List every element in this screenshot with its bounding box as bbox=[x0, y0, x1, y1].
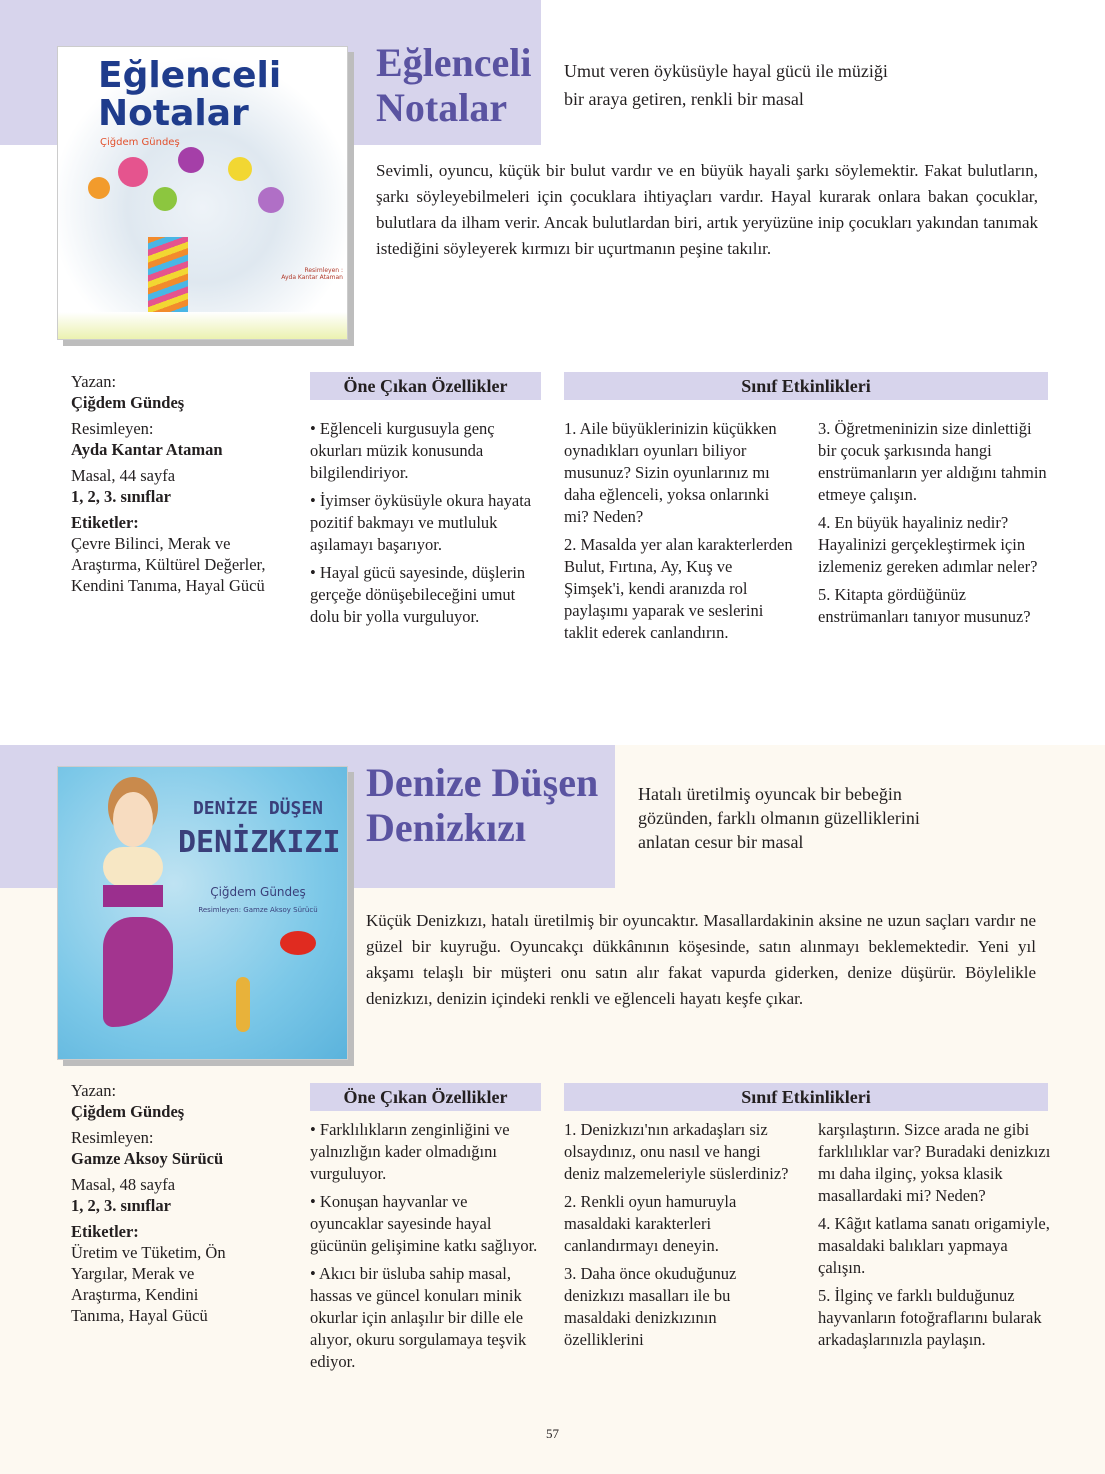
book-description: Küçük Denizkızı, hatalı üretilmiş bir oyuncaktır. Masallardakinin aksine ne uzun saçları vardır ne güzel bir kuyruğu. Oyuncakçı dükkânının köşesinde, satın alınmayı beklemektedir. Yeni yıl akşamı telaşlı bir müşteri onu satın alır fakat vapurda giderken, denize düşürür. Böylelikle denizkızı, denizin içindeki renkli ve eğlenceli hayatı keşfe çıkar. bbox=[366, 911, 1036, 1008]
activities-column-2: karşılaştırın. Sizce arada ne gibi farklılıklar var? Buradaki denizkızı mı daha ilginç, yoksa klasik masallardaki mi? Neden? 4. Kâğıt katlama sanatı origamiyle, masaldaki balıkları yapmaya çalışın. 5. İlginç ve farklı bulduğunuz hayvanların fotoğraflarını bularak arkadaşlarınızla paylaşın. bbox=[818, 1120, 1051, 1349]
features-header: Öne Çıkan Özellikler bbox=[310, 372, 541, 400]
book-description: Sevimli, oyuncu, küçük bir bulut vardır ve en büyük hayali şarkı söylemektir. Fakat bulutların, şarkı söyleyebilmeleri için çocuklara ihtiyaçları vardır. Hayal kurarak onlara bakan çocuklar, bulutlara da ilham verir. Ancak bulutlardan biri, artık yeryüzüne inip çocukları yakından tanımak istediğini söyleyerek kırmızı bir uçurtmanın peşine takılır. bbox=[376, 161, 1038, 258]
activities-column-2: 3. Öğretmeninizin size dinlettiği bir çocuk şarkısında hangi enstrümanların yer aldığını tahmin etmeye çalışın. 4. En büyük hayaliniz nedir? Hayalinizi gerçekleştirmek için izlemeniz gereken adımlar neler? 5. Kitapta gördüğünüz enstrümanları tanıyor musunuz? bbox=[818, 419, 1047, 626]
book-cover-image: Eğlenceli Notalar Çiğdem Gündeş Resimleyen : Ayda Kantar Ataman bbox=[57, 46, 348, 340]
book-info: Yazan: Çiğdem Gündeş Resimleyen: Gamze Aksoy Sürücü Masal, 48 sayfa 1, 2, 3. sınıflar Etiketler: Üretim ve Tüketim, Ön Yargılar, Merak ve Araştırma, Kendini Tanıma, Hayal Gücü bbox=[71, 1081, 226, 1325]
cover-title: DENİZE DÜŞEN DENİZKIZI bbox=[178, 798, 341, 860]
book-info: Yazan: Çiğdem Gündeş Resimleyen: Ayda Kantar Ataman Masal, 44 sayfa 1, 2, 3. sınıflar Etiketler: Çevre Bilinci, Merak ve Araştırma, Kültürel Değerler, Kendini Tanıma, Hayal Gücü bbox=[71, 372, 266, 595]
cover-author: Çiğdem Gündeş bbox=[210, 885, 306, 899]
book-title: Denize Düşen Denizkızı bbox=[366, 760, 599, 850]
book-subtitle: Umut veren öyküsüyle hayal gücü ile müziği bir araya getiren, renkli bir masal bbox=[564, 61, 888, 109]
cover-author: Çiğdem Gündeş bbox=[100, 137, 180, 148]
cover-title: Eğlenceli Notalar bbox=[98, 55, 282, 134]
features-list: • Farklılıkların zenginliğini ve yalnızlığın kader olmadığını vurguluyor. • Konuşan hayvanlar ve oyuncaklar sayesinde hayal gücünün gelişimine katkı sağlıyor. • Akıcı bir üsluba sahip masal, hassas ve güncel konuları minik okurlar için anlaşılır bir dille ele alıyor, okuru sorgulamaya teşvik ediyor. bbox=[310, 1120, 538, 1371]
book-subtitle: Hatalı üretilmiş oyuncak bir bebeğin gözünden, farklı olmanın güzelliklerini anlatan cesur bir masal bbox=[638, 784, 920, 852]
book-cover-image: DENİZE DÜŞEN DENİZKIZI Çiğdem Gündeş Resimleyen: Gamze Aksoy Sürücü bbox=[57, 766, 348, 1060]
features-list: • Eğlenceli kurgusuyla genç okurları müzik konusunda bilgilendiriyor. • İyimser öyküsüyle okura hayata pozitif bakmayı ve mutluluk aşılamayı başarıyor. • Hayal gücü sayesinde, düşlerin gerçeğe dönüşebileceğini umut dolu bir yolla vurguluyor. bbox=[310, 419, 532, 626]
activities-header: Sınıf Etkinlikleri bbox=[564, 1083, 1048, 1111]
activities-column-1: 1. Denizkızı'nın arkadaşları siz olsaydınız, onu nasıl ve hangi deniz malzemeleriyle süslerdiniz? 2. Renkli oyun hamuruyla masaldaki karakterleri canlandırmayı deneyin. 3. Daha önce okuduğunuz denizkızı masalları ile bu masaldaki denizkızının özelliklerini bbox=[564, 1120, 789, 1349]
book-title: Eğlenceli Notalar bbox=[376, 40, 532, 130]
features-header: Öne Çıkan Özellikler bbox=[310, 1083, 541, 1111]
activities-column-1: 1. Aile büyüklerinizin küçükken oynadıkları oyunları biliyor musunuz? Sizin oyunlarınız mı daha eğlenceli, yoksa onlarınki mi? Neden? 2. Masalda yer alan karakterlerden Bulut, Fırtına, Ay, Kuş ve Şimşek'i, kendi aranızda rol paylaşımı yaparak ve seslerini taklit ederek canlandırın. bbox=[564, 419, 793, 642]
page-number: 57 bbox=[546, 1426, 559, 1441]
activities-header: Sınıf Etkinlikleri bbox=[564, 372, 1048, 400]
